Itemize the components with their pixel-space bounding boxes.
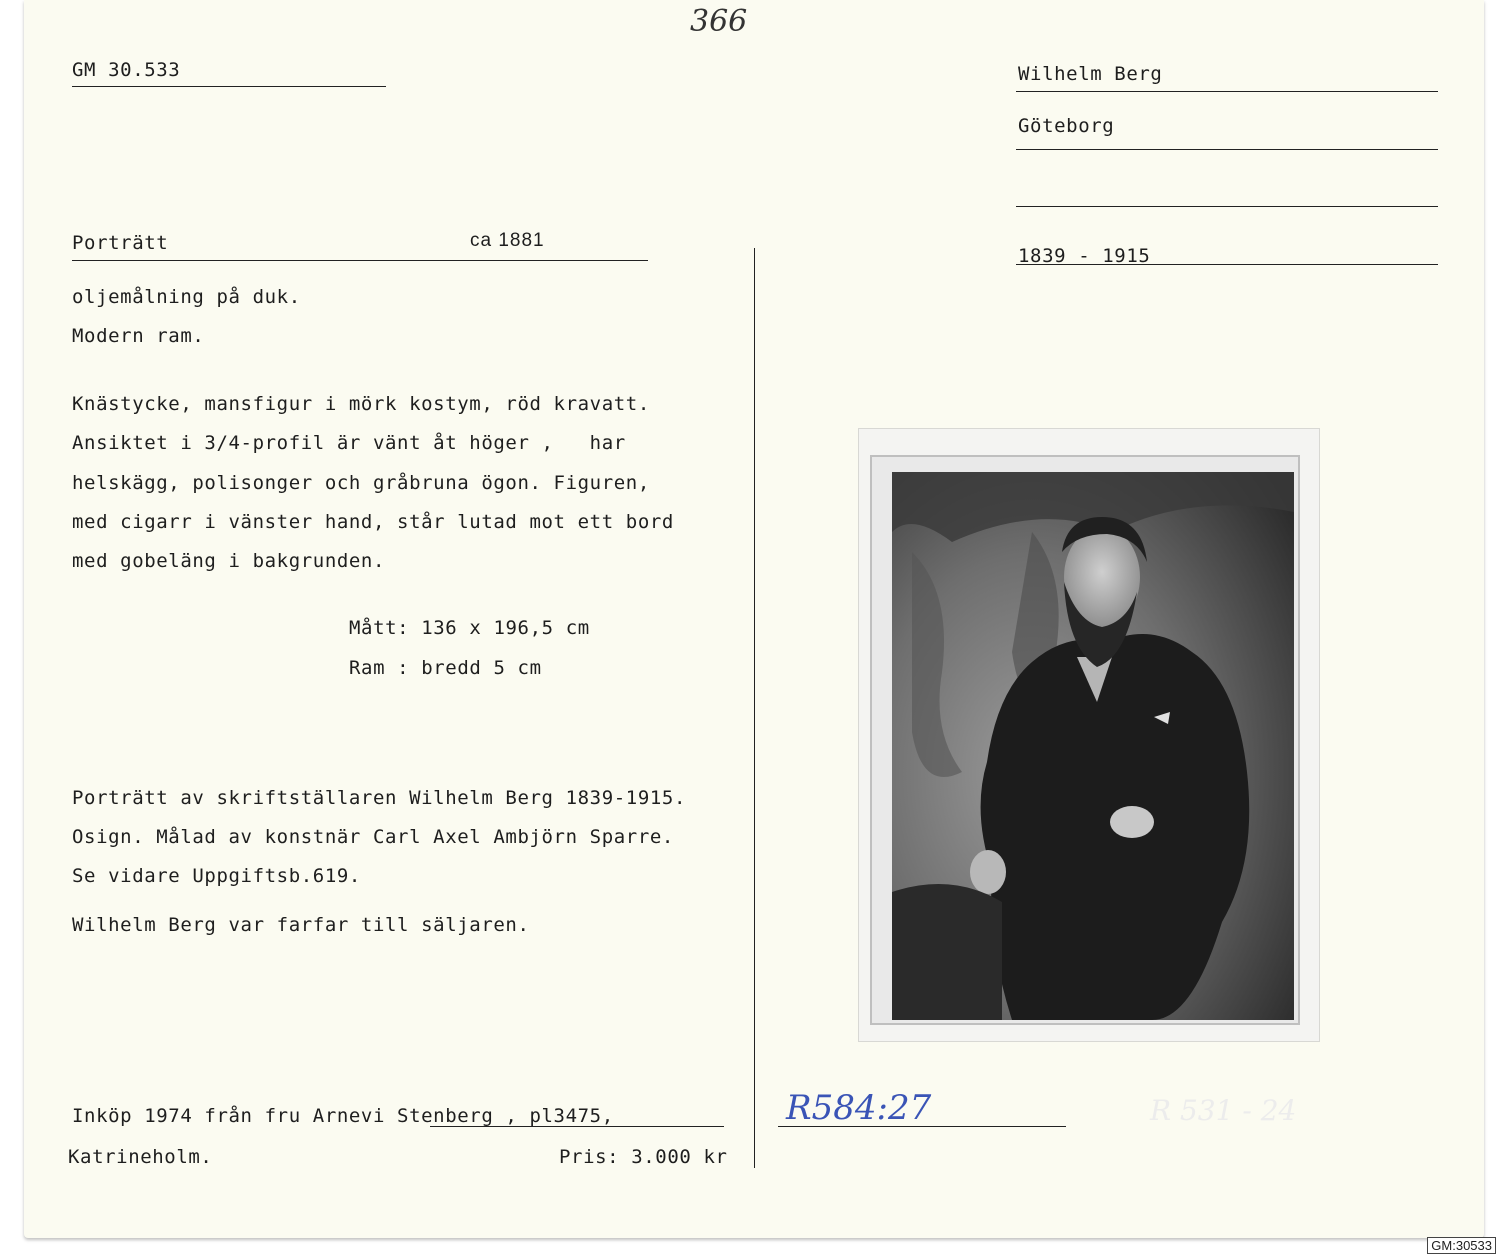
inventory-number: GM 30.533 <box>72 59 181 81</box>
blank-underline <box>1016 206 1438 207</box>
description-line: med cigarr i vänster hand, står lutad mot ett bord <box>72 511 674 533</box>
description-line: med gobeläng i bakgrunden. <box>72 550 386 572</box>
inventory-underline <box>72 86 386 87</box>
place-underline <box>1016 149 1438 150</box>
place-name: Göteborg <box>1018 115 1115 137</box>
portrait-photo <box>892 472 1294 1020</box>
technique-text: oljemålning på duk. <box>72 286 301 308</box>
artist-underline <box>1016 91 1438 92</box>
note-line: Wilhelm Berg var farfar till säljaren. <box>72 914 530 936</box>
life-dates: 1839 - 1915 <box>1018 245 1151 267</box>
artist-name: Wilhelm Berg <box>1018 63 1163 85</box>
note-line: Porträtt av skriftställaren Wilhelm Berg 1839-1915. <box>72 787 686 809</box>
handwritten-number: 366 <box>690 4 748 39</box>
column-divider <box>754 248 755 1168</box>
photo-reference-faded: R 531 - 24 <box>1150 1094 1297 1127</box>
description-line: Ansiktet i 3/4-profil är vänt åt höger , har <box>72 432 626 454</box>
life-dates-underline <box>1016 264 1438 265</box>
acquisition-text: Inköp 1974 från fru Arnevi Stenberg , pl3475, <box>72 1105 614 1127</box>
note-line: Osign. Målad av konstnär Carl Axel Ambjörn Sparre. <box>72 826 674 848</box>
object-date: ca 1881 <box>470 230 545 251</box>
footer-id-stamp: GM:30533 <box>1427 1237 1496 1254</box>
measurement-size: Mått: 136 x 196,5 cm <box>349 617 590 639</box>
description-line: helskägg, polisonger och gråbruna ögon. Figuren, <box>72 472 650 494</box>
portrait-image <box>892 472 1294 1020</box>
photo-reference: R584:27 <box>786 1088 932 1128</box>
description-line: Knästycke, mansfigur i mörk kostym, röd kravatt. <box>72 393 650 415</box>
photo-reference-underline <box>778 1126 1066 1127</box>
measurement-frame: Ram : bredd 5 cm <box>349 657 542 679</box>
title-underline <box>72 260 648 261</box>
frame-note: Modern ram. <box>72 325 205 347</box>
acquisition-underline <box>430 1126 724 1127</box>
object-title: Porträtt <box>72 232 169 254</box>
note-line: Se vidare Uppgiftsb.619. <box>72 865 361 887</box>
acquisition-place: Katrineholm. <box>68 1146 213 1168</box>
price-text: Pris: 3.000 kr <box>559 1146 728 1168</box>
